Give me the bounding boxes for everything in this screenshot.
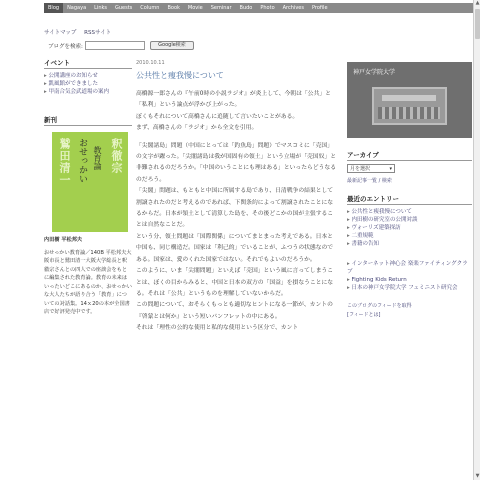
event-item[interactable]: ▸ 甲南合気会武道場の案内 [44,88,132,96]
post-paragraph: この問題について、おそらくもっとも適切なヒントになる一節が、カントの『啓蒙とは何か』という短いパンフレットの中にある。 [136,302,333,320]
post-paragraph: 高橋源一郎さんの『午前0時の小説ラジオ』が炎上して、今朝は「公共」と「私利」という論点が浮かび上がった。 [136,91,331,109]
archive-section [347,150,472,184]
nav-nagaya[interactable]: Nagaya [67,5,87,11]
search-row [48,41,132,50]
vertical-scrollbar[interactable] [473,0,480,480]
sitemap-link[interactable]: サイトマップ [44,30,77,36]
book-description: おせっかい教育論／140B 平松邦夫大阪市長と鷲田清一大阪大学総長と釈徹宗さんとの四人での座談会をもとに編集された教育論。教育の未来はいったいどこにあるのか、おせっかいな大人たちが語り合う「教育」についての対話集。14ｘ20の本が全国書店で好評発売中です。 [44,249,132,315]
book-cover-authors: 内田樹 平松邦夫 [44,237,83,243]
new-book-section [44,115,132,317]
chevron-down-icon: ▾ [389,165,392,172]
recent-entries-heading: 最近のエントリー [347,194,472,205]
nav-profile[interactable]: Profile [311,5,328,11]
nav-archives[interactable]: Archives [282,5,304,11]
event-section [44,58,132,96]
university-banner[interactable] [347,62,472,138]
event-item[interactable]: ▸ 公開講座のお知らせ [44,72,132,80]
post-paragraph: このように、いま「尖閣問題」といえば「売国」という風に言ってしまうことは、ぼくの目からみると、中国と日本の双方の「国益」を損なうことになる。それは「公共」というものを理解していないからだ。 [136,268,334,297]
recent-entry[interactable]: ▸ 書籍の告知 [347,240,472,248]
new-book-heading: 新刊 [44,115,132,126]
nav-guests[interactable]: Guests [115,5,133,11]
search-input[interactable] [85,41,145,50]
scrollbar-thumb[interactable] [475,9,480,39]
book-cover-subtitle: 教育論 [93,146,102,170]
post-paragraph: それは「理性の公的な使用と私的な使用という区分で、カント [136,325,299,332]
archive-select-value: 月を選択 [350,166,371,172]
recent-entry[interactable]: ▸ 二重規範 [347,232,472,240]
google-search-button[interactable]: Google検索 [150,41,194,50]
partner-link[interactable]: ▸ インターネット神心会 楽楽ファイティングクラブ [347,260,472,276]
post-title[interactable]: 公共性と痩我慢について [136,71,224,80]
nav-column[interactable]: Column [140,5,160,11]
recent-entry[interactable]: ▸ ヴォーリズ建築探訪 [347,224,472,232]
event-list [44,72,132,96]
archive-month-select[interactable] [347,164,395,173]
partner-links-section [347,260,472,292]
nav-book[interactable]: Book [167,5,180,11]
recent-entry[interactable]: ▸ 内田樹の研究室の公開対談 [347,216,472,224]
scroll-down-arrow-icon[interactable]: ▼ [475,473,480,479]
scroll-up-arrow-icon[interactable]: ▲ [475,0,480,6]
recent-entries-section [347,194,472,248]
book-cover-image[interactable] [52,132,128,232]
rss-link[interactable]: RSSサイト [84,30,112,36]
post-paragraph: ぼくもそれについて高橋さんに追随して言いたいことがある。 [136,113,299,120]
nav-links[interactable]: Links [94,5,107,11]
recent-entry[interactable]: ▸ 公共性と痩我慢について [347,208,472,216]
feed-label[interactable]: このブログのフィードを取得 [347,303,412,309]
left-column-top [44,18,132,50]
post-paragraph: 「尖閣諸島」問題（中国にとっては「釣魚島」問題）でマスコミに「売国」の文字が躍った。「尖閣諸島は我が国固有の領土」という立場が「売国奴」と非難されるのだろうか。「中国のいうことにも理はある」といったらどうなるのだろう。 [136,142,336,183]
book-cover-author-1: 鷲田清一 [58,138,71,186]
partner-links-list [347,260,472,292]
post-paragraph: という分、領土問題は「国際関係」についてまとまった考えである。日本と中国も、同じ構造だ。国家は「利己的」でいることが、ふつうの状態なのである。国家は、愛のくれた国家ではない。それでもよいのだろうか。 [136,233,334,263]
nav-budo[interactable]: Budo [239,5,253,11]
search-label: ブログを検索: [48,43,83,50]
nav-photo[interactable]: Photo [260,5,275,11]
nav-seminar[interactable]: Seminar [210,5,232,11]
post-paragraph: まず、高橋さんの「ラジオ」から全文を引用。 [136,125,258,132]
recent-entries-list [347,208,472,248]
archive-heading: アーカイブ [347,150,472,161]
nav-movie[interactable]: Movie [187,5,203,11]
banner-title: 神戸女学院大学 [353,69,396,76]
blog-post [136,60,336,335]
partner-link[interactable]: ▸ Fighting Kids Return [347,276,472,284]
post-body [136,89,336,335]
event-item[interactable]: ▸ 凱風館ができました [44,80,132,88]
partner-link[interactable]: ▸ 日本の神戸女学院大学 フェミニスト研究会 [347,284,472,292]
archive-links[interactable]: 最新記事一覧 / 検索 [347,178,392,184]
book-cover-title: おせっかい [77,138,87,183]
event-heading: イベント [44,58,132,69]
book-cover-author-2: 釈徹宗 [110,138,123,174]
post-paragraph: 「尖閣」問題は、もともと中国に所属する島であり、日清戦争の結果として割譲されたのだと考えるのであれば、下関条約によって割譲されたことになるからだ。日本が領土として清算した島を、その後どこかの国が主張することは自然なことだ。 [136,188,334,229]
university-building-image [372,87,447,125]
post-date: 2010.10.11 [136,60,165,66]
nav-blog[interactable]: Blog [44,3,63,13]
top-navigation-bar [44,3,474,13]
feed-section [347,302,472,320]
top-links [44,28,132,36]
feed-help-link[interactable]: [フィードとは] [347,312,381,318]
right-column [347,62,472,320]
